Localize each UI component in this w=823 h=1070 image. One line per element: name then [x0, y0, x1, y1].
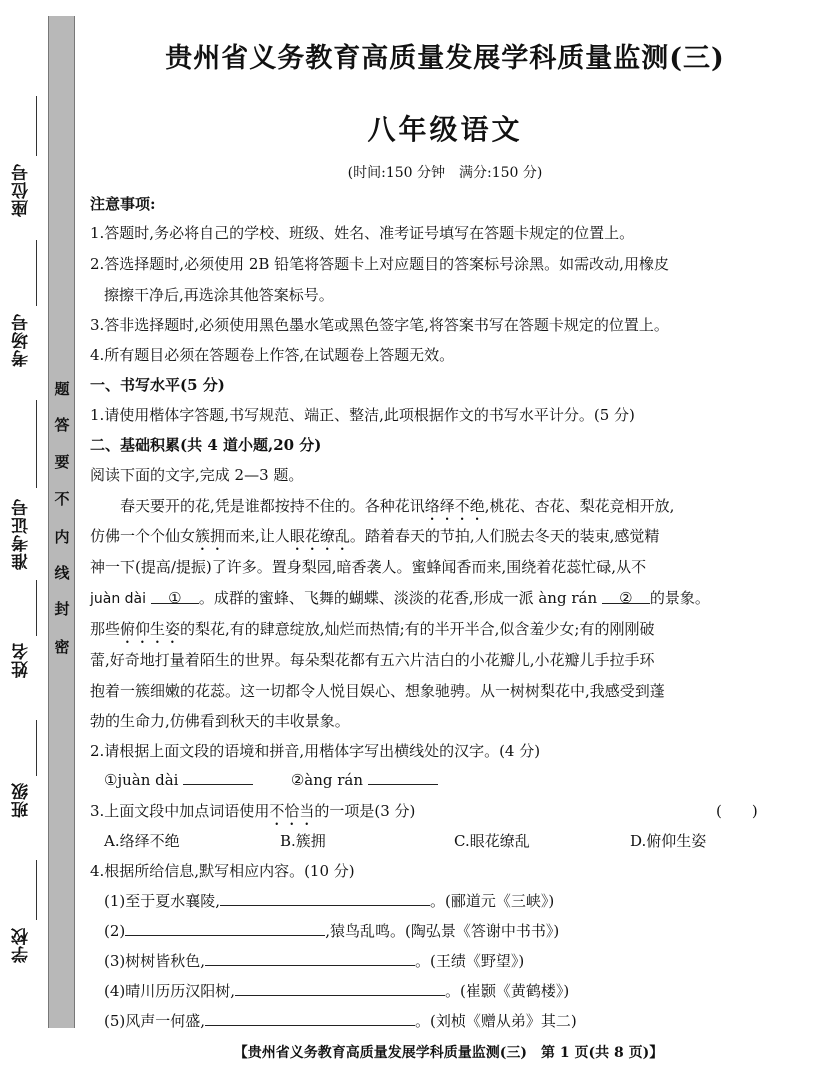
option-b[interactable]: B.簇拥 — [280, 832, 326, 850]
subject-title: 八年级语文 — [367, 113, 523, 146]
question-3: 3.上面文段中加点词语使用不恰当的一项是(3 分) — [90, 802, 416, 820]
dotted-word: 俯仰生姿 — [120, 620, 181, 638]
section-1-heading: 一、书写水平(5 分) — [90, 376, 225, 394]
dotted-word: 络绎不绝 — [424, 497, 485, 515]
question-2: 2.请根据上面文段的语境和拼音,用楷体字写出横线处的汉字。(4 分) — [90, 742, 541, 760]
note-item: 4.所有题目必须在答题卷上作答,在试题卷上答题无效。 — [90, 346, 455, 364]
seal-char: 封 — [54, 600, 70, 618]
dotted-word: 簇拥 — [195, 527, 226, 545]
answer-blank[interactable] — [125, 921, 325, 936]
note-item: 擦擦干净后,再选涂其他答案标号。 — [104, 286, 334, 304]
passage-line: 蕾,好奇地打量着陌生的世界。每朵梨花都有五六片洁白的小花瓣儿,小花瓣儿手拉手环 — [90, 651, 655, 669]
question-1: 1.请使用楷体字答题,书写规范、端正、整洁,此项根据作文的书写水平计分。(5 分) — [90, 406, 635, 424]
fill-blank-2[interactable]: ② — [602, 589, 650, 604]
note-item: 3.答非选择题时,必须使用黑色墨水笔或黑色签字笔,将答案书写在答题卡规定的位置上。 — [90, 316, 669, 334]
note-item: 1.答题时,务必将自己的学校、班级、姓名、准考证号填写在答题卡规定的位置上。 — [90, 224, 635, 242]
exam-id-field[interactable] — [36, 400, 37, 488]
option-d[interactable]: D.俯仰生姿 — [630, 832, 707, 850]
answer-blank[interactable] — [368, 770, 438, 785]
question-2-blanks: ①juàn dài ②àng rán — [104, 770, 819, 789]
recitation-item: (5)风声一何盛, 。(刘桢《赠从弟》其二) — [104, 1012, 577, 1030]
seal-char: 要 — [54, 453, 70, 471]
answer-blank[interactable] — [235, 981, 445, 996]
option-a[interactable]: A.络绎不绝 — [104, 832, 180, 850]
answer-blank[interactable] — [220, 891, 430, 906]
exam-title: 贵州省义务教育高质量发展学科质量监测(三) — [165, 43, 725, 74]
section-2-heading: 二、基础积累(共 4 道小题,20 分) — [90, 436, 322, 454]
recitation-item: (3)树树皆秋色, 。(王绩《野望》) — [104, 952, 525, 970]
answer-blank[interactable] — [183, 770, 253, 785]
dotted-word: 眼花缭乱 — [289, 527, 350, 545]
school-field[interactable] — [36, 860, 37, 920]
seal-char: 密 — [54, 638, 70, 656]
option-c[interactable]: C.眼花缭乱 — [454, 832, 530, 850]
passage-line: 勃的生命力,仿佛看到秋天的丰收景象。 — [90, 712, 350, 730]
binding-line-right — [74, 16, 75, 1028]
passage-line: 那些俯仰生姿的梨花,有的肆意绽放,灿烂而热情;有的半开半合,似含羞少女;有的刚刚破 — [90, 620, 655, 638]
answer-blank[interactable] — [205, 951, 415, 966]
room-number-field[interactable] — [36, 240, 37, 306]
answer-blank[interactable] — [205, 1011, 415, 1026]
recitation-item: (4)晴川历历汉阳树, 。(崔颢《黄鹤楼》) — [104, 982, 570, 1000]
passage-line: 神一下(提高/提振)了许多。置身梨园,暗香袭人。蜜蜂闻香而来,围绕着花蕊忙碌,从不 — [90, 558, 647, 576]
question-4: 4.根据所给信息,默写相应内容。(10 分) — [90, 862, 355, 880]
dotted-word: 不恰当 — [269, 802, 315, 820]
page-footer: 【贵州省义务教育高质量发展学科质量监测(三) 第 1 页(共 8 页)】 — [233, 1045, 664, 1061]
class-label: 班级 — [12, 782, 32, 818]
fill-blank-1[interactable]: ① — [151, 589, 199, 604]
binding-line-left — [48, 16, 49, 1028]
recitation-item: (1)至于夏水襄陵, 。(郦道元《三峡》) — [104, 892, 555, 910]
seal-char: 题 — [54, 380, 70, 398]
reading-intro: 阅读下面的文字,完成 2—3 题。 — [90, 466, 304, 484]
passage-line: 抱着一簇细嫩的花蕊。这一切都令人悦目娱心、想象驰骋。从一树树梨花中,我感受到蓬 — [90, 682, 665, 700]
recitation-item: (2) ,猿鸟乱鸣。(陶弘景《答谢中书书》) — [104, 922, 560, 940]
passage-line: 春天要开的花,凭是谁都按持不住的。各种花讯络绎不绝,桃花、杏花、梨花竞相开放, — [120, 497, 675, 515]
answer-paren[interactable]: ( ) — [716, 802, 758, 820]
seal-char: 内 — [54, 528, 70, 546]
name-label: 姓名 — [12, 642, 32, 678]
seal-char: 答 — [54, 416, 70, 434]
seal-char: 线 — [54, 564, 70, 582]
school-label: 学校 — [12, 927, 32, 963]
seal-char: 不 — [54, 490, 70, 508]
name-field[interactable] — [36, 580, 37, 636]
seat-number-field[interactable] — [36, 96, 37, 156]
passage-line: 仿佛一个个仙女簇拥而来,让人眼花缭乱。踏着春天的节拍,人们脱去冬天的装束,感觉精 — [90, 527, 660, 545]
notes-heading: 注意事项: — [90, 195, 156, 213]
class-field[interactable] — [36, 720, 37, 776]
note-item: 2.答选择题时,必须使用 2B 铅笔将答题卡上对应题目的答案标号涂黑。如需改动,用橡皮 — [90, 255, 669, 273]
exam-id-label: 准考证号 — [12, 498, 32, 570]
room-number-label: 考场号 — [12, 313, 32, 367]
seat-number-label: 座位号 — [12, 163, 32, 217]
passage-line: juàn dài ① 。成群的蜜蜂、飞舞的蝴蝶、淡淡的花香,形成一派 àng rán ② 的景象。 — [90, 589, 710, 607]
time-info: (时间:150 分钟 满分:150 分) — [347, 165, 543, 181]
binding-strip — [48, 16, 74, 1028]
